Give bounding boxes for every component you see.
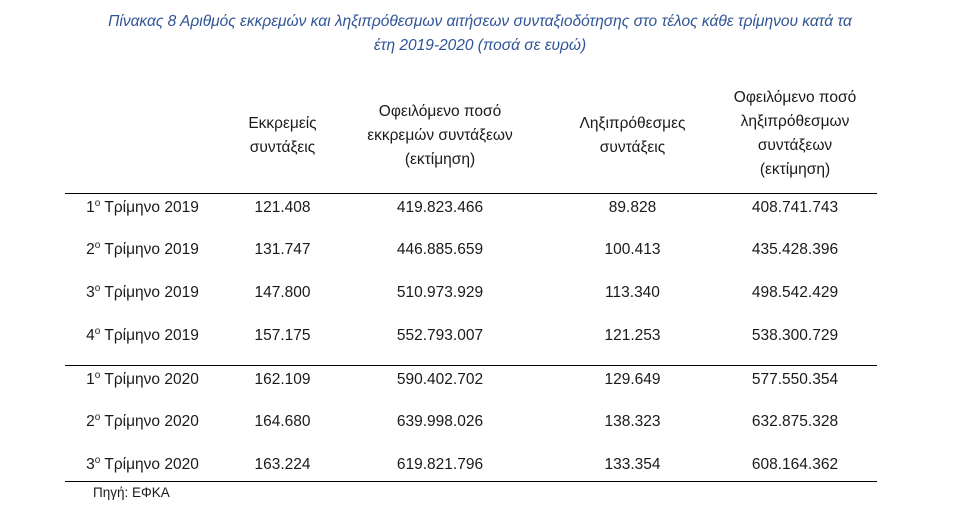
header-pending-amount: Οφειλόμενο ποσό εκκρεμών συντάξεων (εκτίμηση)	[367, 103, 513, 168]
ordinal-suffix: ο	[94, 197, 101, 209]
source-note: Πηγή: ΕΦΚΑ	[93, 485, 170, 500]
pending-amount-cell: 619.821.796	[396, 456, 484, 473]
row-label	[65, 453, 220, 477]
ordinal-suffix: ο	[94, 369, 101, 381]
quarter-number: 1	[86, 199, 95, 216]
quarter-label: Τρίμηνο 2020	[100, 413, 199, 430]
row-label	[65, 368, 220, 392]
pending-pensions-cell: 157.175	[254, 327, 311, 344]
quarter-number: 3	[86, 284, 95, 301]
quarter-number: 2	[86, 241, 95, 258]
quarter-label: Τρίμηνο 2019	[100, 199, 199, 216]
pending-pensions-cell: 121.408	[254, 199, 311, 216]
table-bottom-rule	[65, 481, 877, 482]
pending-amount-cell: 419.823.466	[396, 199, 484, 216]
overdue-pensions-cell: 133.354	[604, 456, 661, 473]
overdue-amount-cell: 538.300.729	[751, 327, 839, 344]
table-row	[0, 410, 960, 434]
ordinal-suffix: ο	[94, 282, 101, 294]
overdue-pensions-cell: 121.253	[604, 327, 661, 344]
table-row	[0, 324, 960, 348]
table-row	[0, 281, 960, 305]
quarter-label: Τρίμηνο 2019	[100, 241, 199, 258]
table-top-rule	[65, 193, 877, 194]
pending-pensions-cell: 131.747	[254, 241, 311, 258]
row-label	[65, 410, 220, 434]
header-pending-pensions: Εκκρεμείς συντάξεις	[248, 115, 317, 156]
overdue-amount-cell: 408.741.743	[751, 199, 839, 216]
overdue-amount-cell: 632.875.328	[751, 413, 839, 430]
pending-pensions-cell: 147.800	[254, 284, 311, 301]
ordinal-suffix: ο	[94, 325, 101, 337]
table-year-divider	[65, 365, 877, 366]
quarter-number: 3	[86, 456, 95, 473]
quarter-label: Τρίμηνο 2020	[100, 456, 199, 473]
overdue-pensions-cell: 129.649	[604, 371, 661, 388]
ordinal-suffix: ο	[94, 411, 101, 423]
pending-amount-cell: 590.402.702	[396, 371, 484, 388]
overdue-amount-cell: 498.542.429	[751, 284, 839, 301]
overdue-pensions-cell: 100.413	[604, 241, 661, 258]
caption-line-1: Πίνακας 8 Αριθμός εκκρεμών και ληξιπρόθεσμων αιτήσεων συνταξιοδότησης στο τέλος κάθε τρίμηνου κατά τα	[108, 13, 852, 30]
pending-amount-cell: 510.973.929	[396, 284, 484, 301]
quarter-label: Τρίμηνο 2019	[100, 284, 199, 301]
quarter-number: 4	[86, 327, 95, 344]
pending-amount-cell: 552.793.007	[396, 327, 484, 344]
row-label	[65, 281, 220, 305]
table-row	[0, 196, 960, 220]
quarter-label: Τρίμηνο 2020	[100, 371, 199, 388]
quarter-number: 2	[86, 413, 95, 430]
ordinal-suffix: ο	[94, 454, 101, 466]
caption-line-2: έτη 2019-2020 (ποσά σε ευρώ)	[373, 37, 587, 54]
row-label	[65, 238, 220, 262]
overdue-pensions-cell: 138.323	[604, 413, 661, 430]
pending-pensions-cell: 162.109	[254, 371, 311, 388]
overdue-amount-cell: 577.550.354	[751, 371, 839, 388]
overdue-amount-cell: 435.428.396	[751, 241, 839, 258]
ordinal-suffix: ο	[94, 239, 101, 251]
overdue-pensions-cell: 89.828	[608, 199, 657, 216]
quarter-label: Τρίμηνο 2019	[100, 327, 199, 344]
header-overdue-amount: Οφειλόμενο ποσό ληξιπρόθεσμων συντάξεων (εκτίμηση)	[733, 89, 857, 178]
table-row	[0, 238, 960, 262]
pending-amount-cell: 446.885.659	[396, 241, 484, 258]
quarter-number: 1	[86, 371, 95, 388]
row-label	[65, 324, 220, 348]
overdue-amount-cell: 608.164.362	[751, 456, 839, 473]
pending-pensions-cell: 163.224	[254, 456, 311, 473]
pending-amount-cell: 639.998.026	[396, 413, 484, 430]
header-overdue-pensions: Ληξιπρόθεσμες συντάξεις	[579, 115, 686, 156]
row-label	[65, 196, 220, 220]
table-row	[0, 368, 960, 392]
overdue-pensions-cell: 113.340	[605, 284, 660, 301]
table-row	[0, 453, 960, 477]
pending-pensions-cell: 164.680	[254, 413, 311, 430]
table-caption	[0, 10, 960, 58]
